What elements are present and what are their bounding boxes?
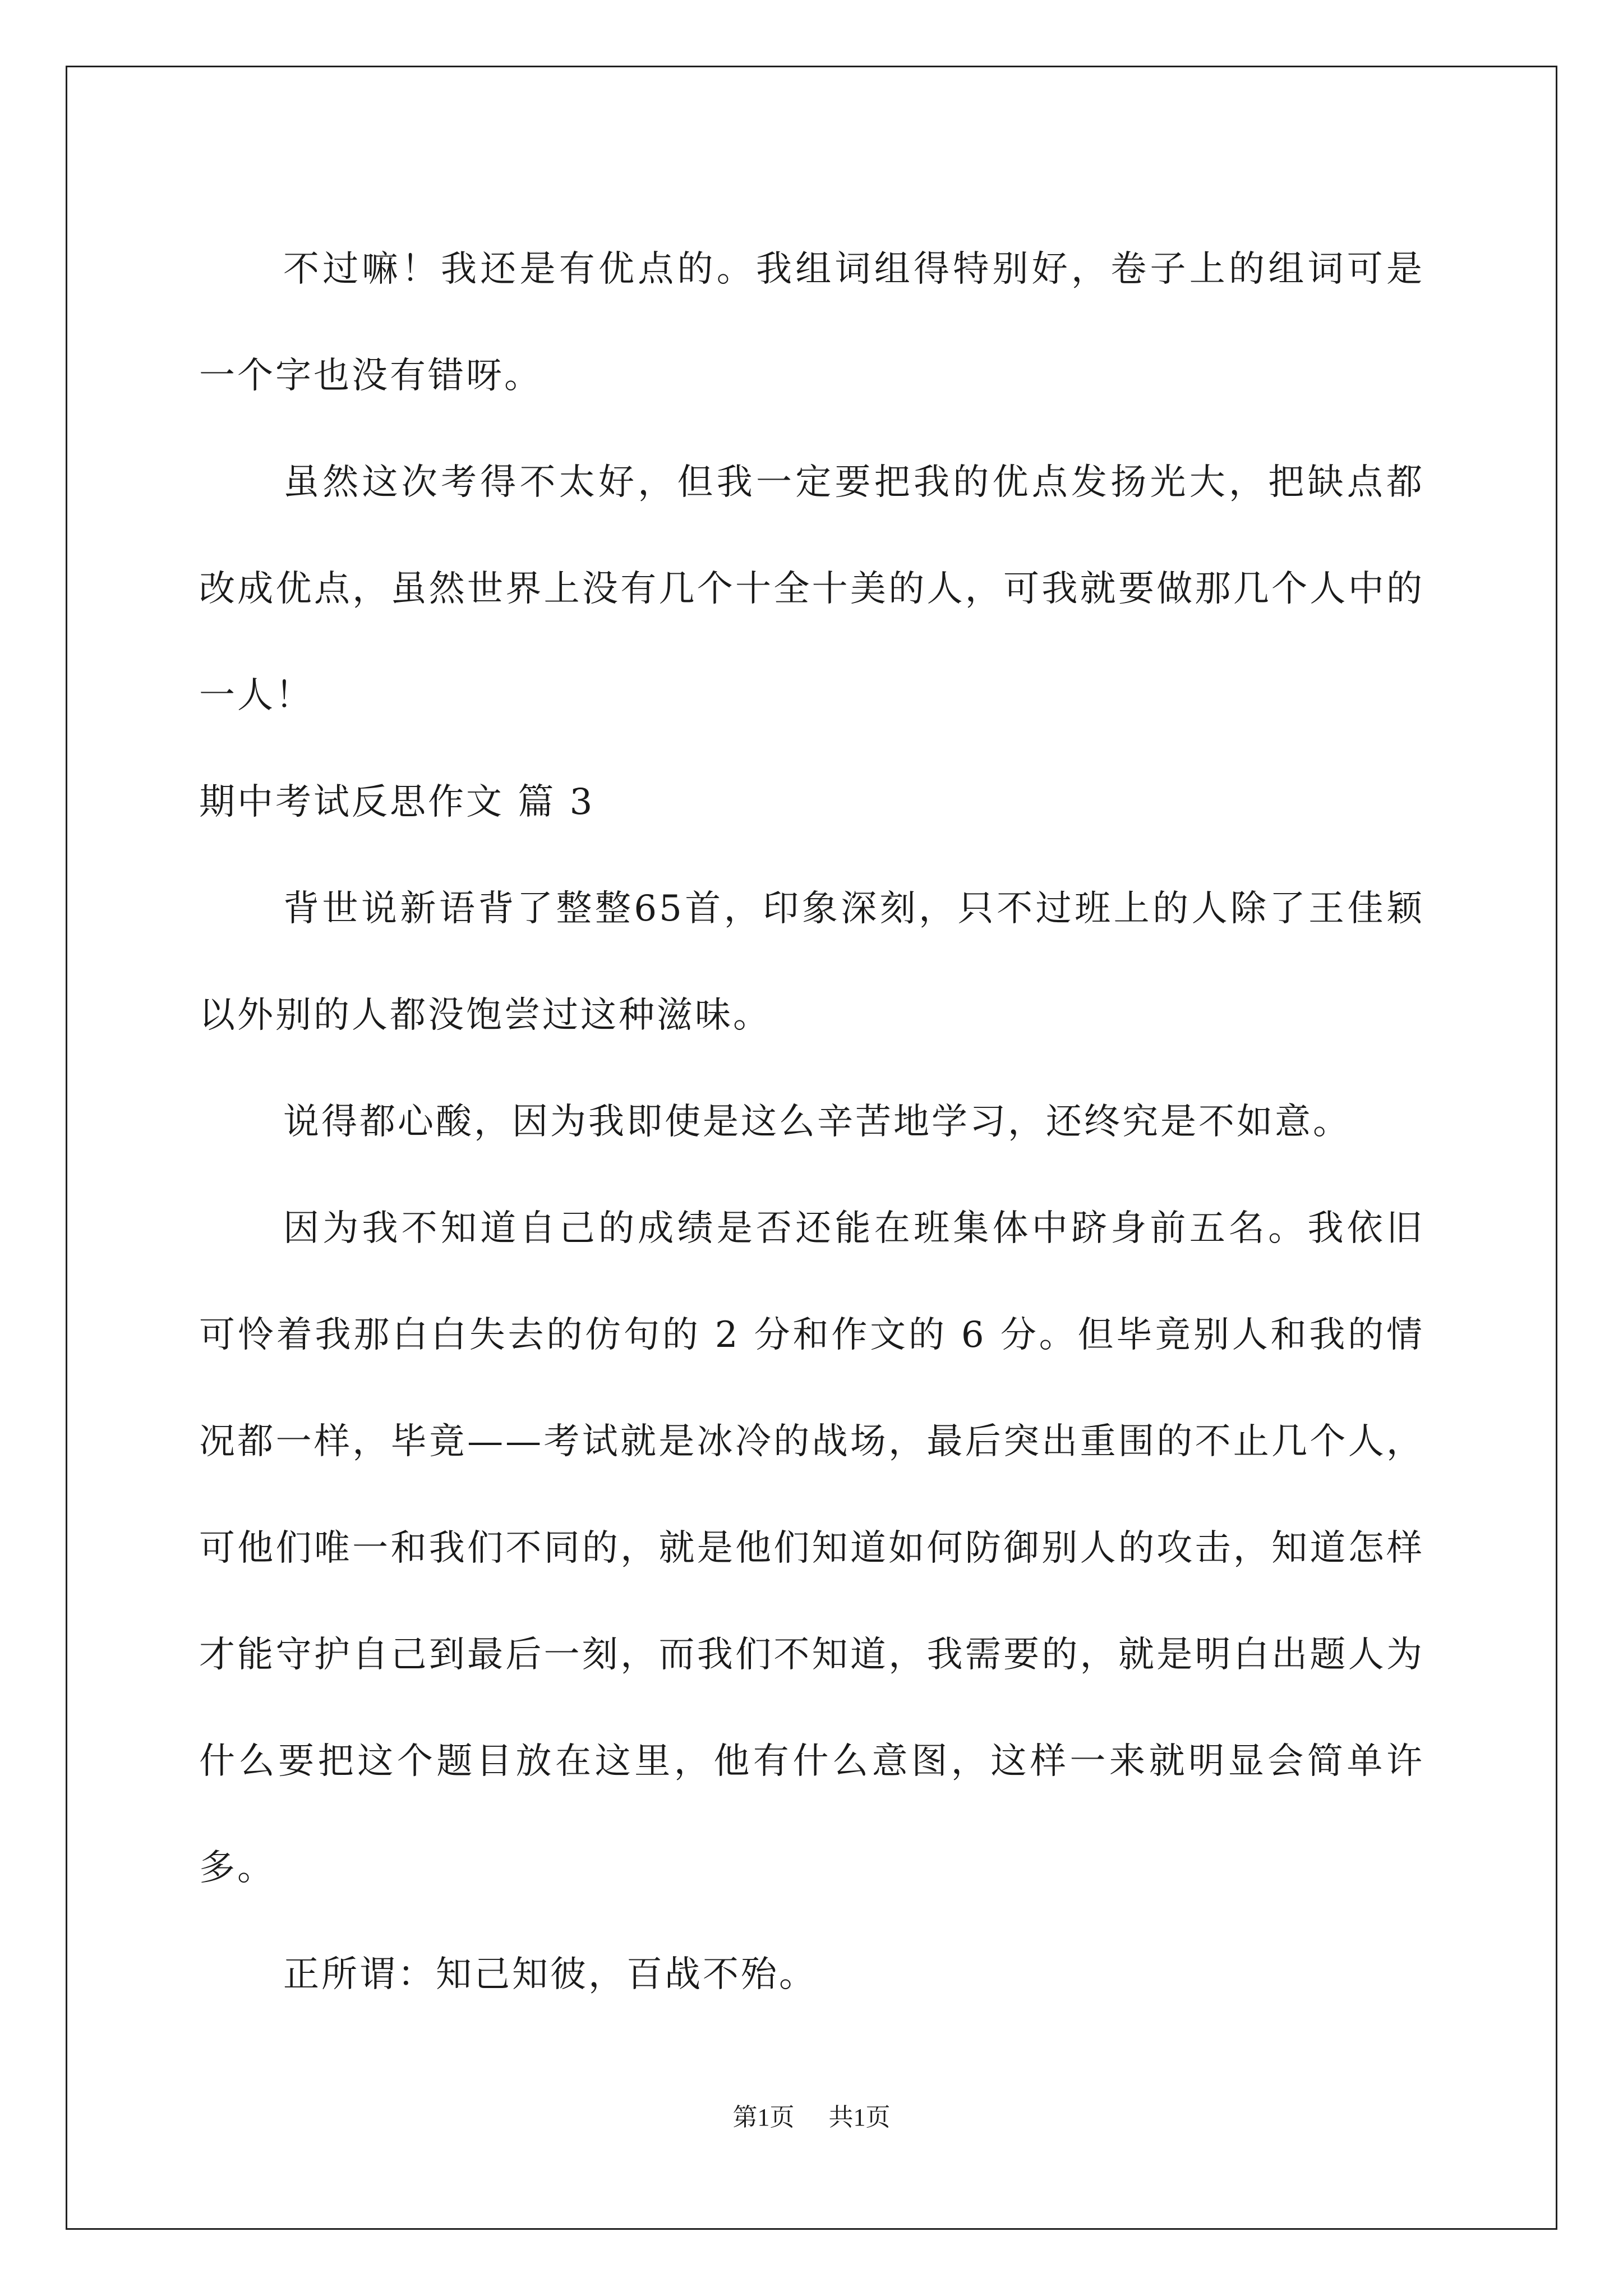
paragraph: 不过嘛！我还是有优点的。我组词组得特别好，卷子上的组词可是一个字也没有错呀。 <box>199 249 1424 397</box>
page-total: 共1页 <box>828 2104 891 2131</box>
document-body <box>199 216 1424 2028</box>
section-heading: 期中考试反思作文 篇 3 <box>199 781 595 823</box>
paragraph: 虽然这次考得不太好，但我一定要把我的优点发扬光大，把缺点都改成优点，虽然世界上没有几个十全十美的人，可我就要做那几个人中的一人！ <box>199 462 1424 716</box>
page-footer <box>0 2097 1623 2133</box>
page-number: 第1页 <box>732 2104 795 2131</box>
paragraph: 因为我不知道自己的成绩是否还能在班集体中跻身前五名。我依旧可怜着我那白白失去的仿句的 2 分和作文的 6 分。但毕竟别人和我的情况都一样，毕竟——考试就是冰冷的战场，最后突出重围的不止几个人，可他们唯一和我们不同的，就是他们知道如何防御别人的攻击，知道怎样才能守护自己到最后一刻，而我们不知道，我需要的，就是明白出题人为什么要把这个题目放在这里，他有什么意图，这样一来就明显会简单许多。 <box>199 1208 1424 1889</box>
paragraph: 背世说新语背了整整65首，印象深刻，只不过班上的人除了王佳颖以外别的人都没饱尝过这种滋味。 <box>199 888 1424 1036</box>
paragraph: 说得都心酸，因为我即使是这么辛苦地学习，还终究是不如意。 <box>283 1101 1351 1143</box>
paragraph: 正所谓：知己知彼，百战不殆。 <box>283 1954 817 1995</box>
